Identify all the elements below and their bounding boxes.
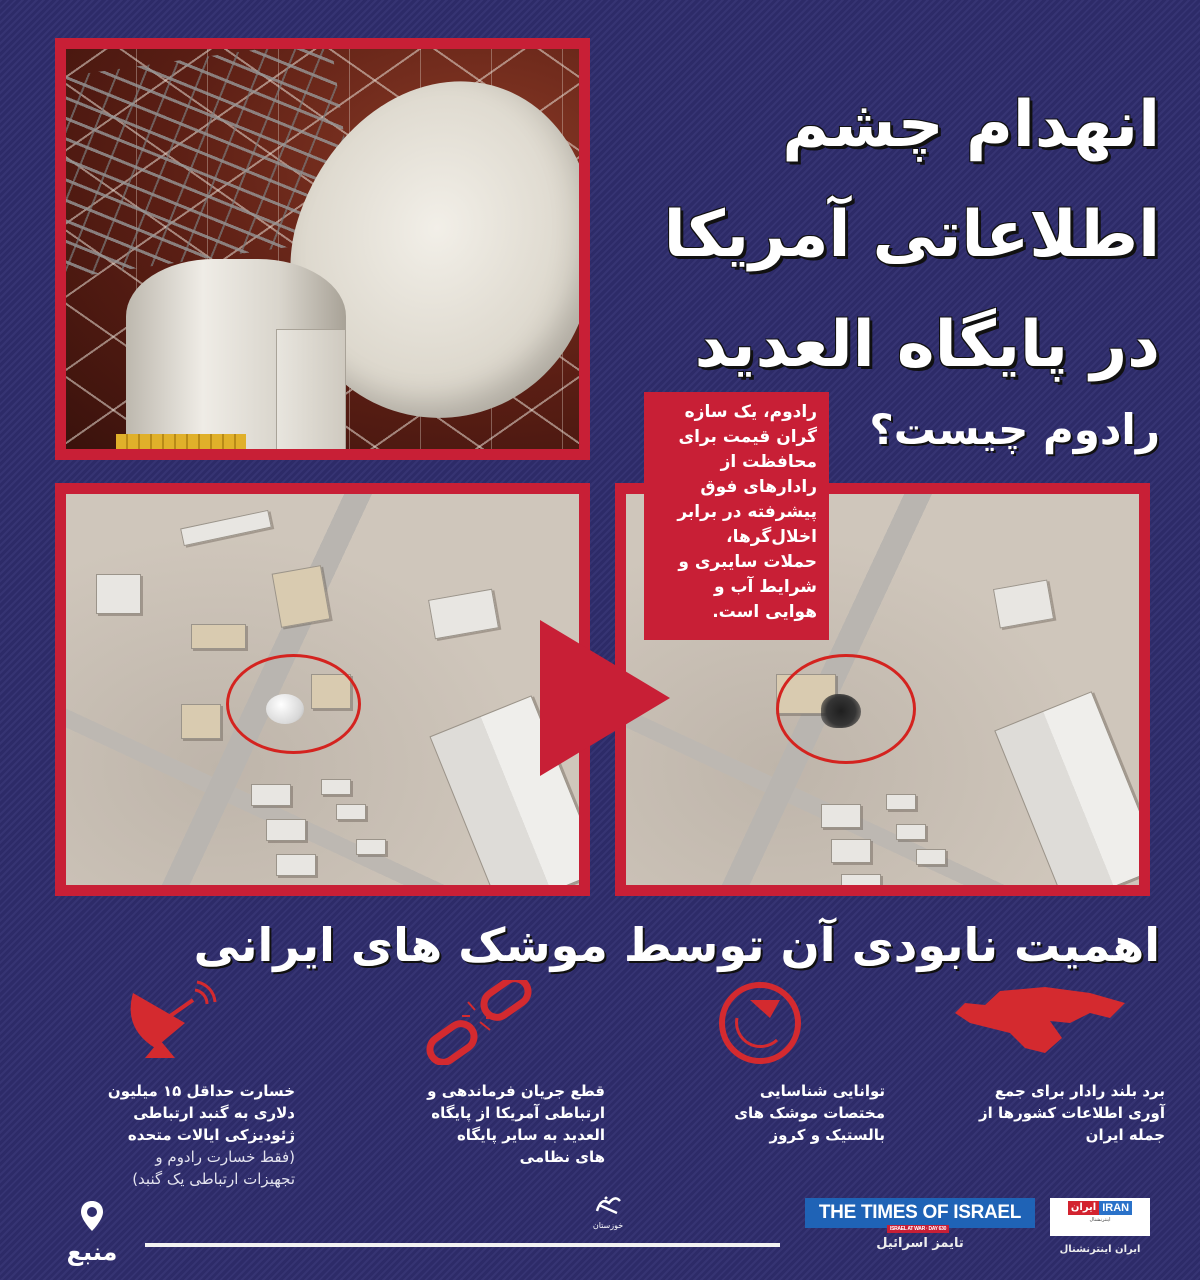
before-after-arrow-icon — [540, 620, 670, 776]
source-name-fa: تایمز اسرائیل — [876, 1236, 964, 1251]
feature-line: دلاری به گنبد ارتباطی — [133, 1104, 295, 1122]
source-times-of-israel — [805, 1198, 1035, 1251]
feature-missile-detection — [625, 975, 895, 1146]
title-line-2: اطلاعاتی آمریکا — [663, 198, 1160, 272]
feature-note: (فقط خسارت رادوم و — [155, 1148, 295, 1166]
feature-radar-range — [905, 975, 1175, 1146]
callout-line: هوایی است. — [712, 602, 817, 622]
building — [266, 819, 306, 841]
building — [841, 874, 881, 894]
logo-caption: خوزستان — [592, 1221, 624, 1230]
source-iran-international — [1050, 1198, 1150, 1255]
logo-tagline: ISRAEL AT WAR · DAY 630 — [887, 1225, 949, 1233]
iran-international-logo — [1050, 1198, 1150, 1236]
feature-text — [625, 1080, 895, 1146]
building — [251, 784, 291, 806]
source-label — [52, 1200, 132, 1266]
logo-en: IRAN — [1099, 1201, 1132, 1215]
times-of-israel-logo — [805, 1198, 1035, 1232]
feature-line: بالستیک و کروز — [769, 1126, 885, 1144]
logo-text: THE TIMES OF ISRAEL — [818, 1202, 1022, 1223]
callout-line: گران قیمت برای — [678, 427, 817, 447]
building — [336, 804, 366, 820]
feature-line: قطع جریان فرماندهی و — [427, 1082, 605, 1100]
feature-damage-cost — [35, 975, 305, 1190]
feature-note: تجهیزات ارتباطی یک گنبد) — [132, 1170, 295, 1188]
equipment-cabinet — [276, 329, 346, 460]
logo-fa: ایران — [1068, 1201, 1099, 1215]
building — [321, 779, 351, 795]
logo-sub: اینترنشنال — [1089, 1217, 1111, 1223]
feature-command-disruption — [345, 975, 615, 1168]
title-line-3: در پایگاه العدید — [694, 308, 1160, 382]
feature-line: العدید به سایر پایگاه — [456, 1126, 605, 1144]
callout-line: رادارهای فوق — [700, 477, 817, 497]
feature-line: برد بلند رادار برای جمع — [994, 1082, 1165, 1100]
feature-line: ژئودیزکی ایالات متحده — [127, 1126, 295, 1144]
calligraphy-logo-icon — [593, 1193, 623, 1217]
building — [96, 574, 141, 614]
source-label-text: منبع — [66, 1238, 118, 1266]
feature-text — [345, 1080, 615, 1168]
feature-line: آوری اطلاعات کشورها از — [979, 1104, 1165, 1122]
callout-line: پیشرفته در برابر — [677, 502, 817, 522]
location-pin-icon — [80, 1200, 104, 1232]
building — [181, 704, 221, 739]
feature-text — [905, 1080, 1175, 1146]
feature-line: مختصات موشک های — [734, 1104, 885, 1122]
building — [356, 839, 386, 855]
building — [831, 839, 871, 863]
highlight-circle — [226, 654, 361, 754]
feature-line: جمله ایران — [1085, 1126, 1165, 1144]
broken-link-icon — [345, 975, 615, 1070]
satellite-before-image — [55, 483, 590, 896]
radar-scope-icon — [625, 975, 895, 1070]
satellite-dish-icon — [35, 975, 305, 1070]
feature-line: ارتباطی آمریکا از پایگاه — [431, 1104, 605, 1122]
feature-line: خسارت حداقل ۱۵ میلیون — [107, 1082, 295, 1100]
building — [886, 794, 916, 810]
radome-definition-callout — [644, 392, 829, 640]
building — [191, 624, 246, 649]
callout-line: رادوم، یک سازه — [684, 402, 817, 422]
callout-line: حملات سایبری و — [678, 552, 817, 572]
feature-line: های نظامی — [519, 1148, 605, 1166]
highlight-circle — [776, 654, 916, 764]
callout-line: محافظت از — [720, 452, 817, 472]
middle-east-map-icon — [905, 975, 1175, 1070]
callout-line: شرایط آب و — [713, 577, 817, 597]
title-line-1: انهدام چشم — [782, 88, 1160, 162]
radome-question: رادوم چیست؟ — [869, 405, 1160, 454]
feature-text — [35, 1080, 305, 1190]
section-heading: اهمیت نابودی آن توسط موشک های ایرانی — [193, 918, 1160, 972]
building — [272, 565, 331, 628]
radome-interior-photo — [55, 38, 590, 460]
building — [896, 824, 926, 840]
source-name-fa: ایران اینترنشنال — [1059, 1244, 1141, 1255]
callout-line: اخلال‌گرها، — [726, 527, 817, 547]
building — [821, 804, 861, 828]
building — [916, 849, 946, 865]
source-divider — [145, 1243, 780, 1247]
khuzestan-logo — [588, 1193, 628, 1230]
yellow-scaffold — [116, 434, 246, 459]
page-title — [600, 70, 1160, 400]
feature-line: توانایی شناسایی — [759, 1082, 885, 1100]
building — [276, 854, 316, 876]
